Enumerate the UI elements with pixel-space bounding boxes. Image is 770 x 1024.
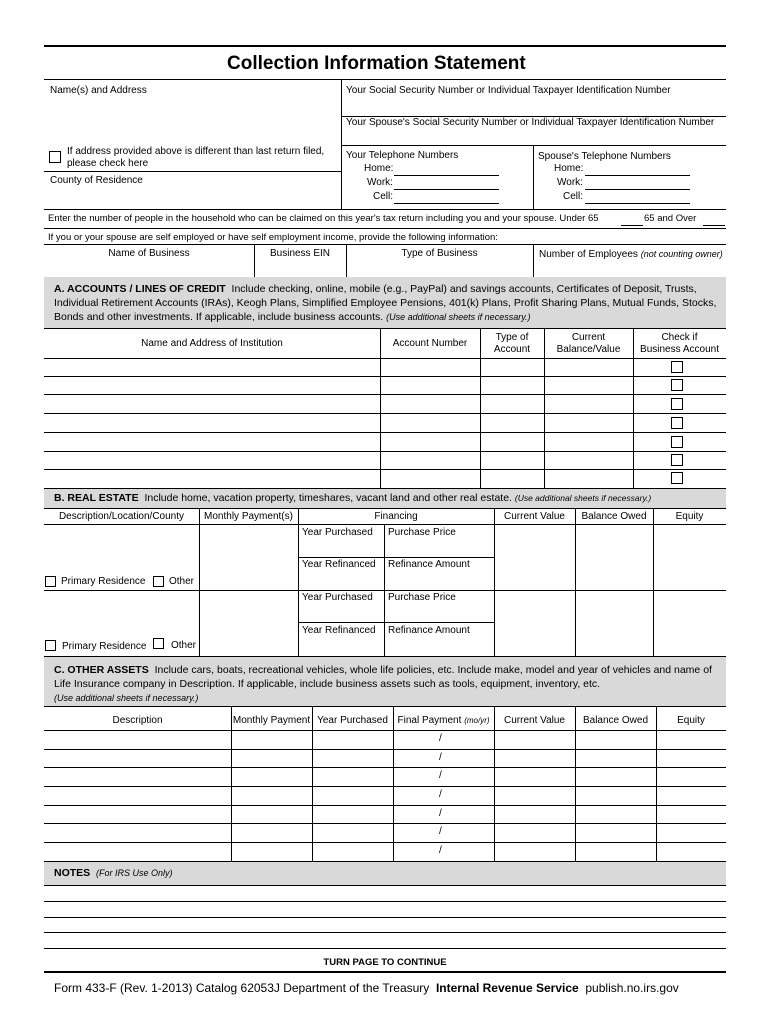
section-c-note: (Use additional sheets if necessary.) <box>54 693 199 703</box>
home-label: Home: <box>364 163 394 174</box>
spouse-ssn-label: Your Spouse's Social Security Number or Individual Taxpayer Identification Number <box>346 117 715 128</box>
year-refinanced-label: Year Refinanced <box>302 559 376 570</box>
final-payment-slash: / <box>439 845 442 856</box>
your-phone-label: Your Telephone Numbers <box>346 150 459 161</box>
names-address-field[interactable] <box>44 100 340 146</box>
section-c-top-rule <box>44 656 726 657</box>
other-label: Other <box>169 576 195 587</box>
a-col-line-4 <box>633 328 634 488</box>
spouse-home-field[interactable] <box>585 175 690 176</box>
business-account-checkbox[interactable] <box>671 361 683 373</box>
section-b-title: B. REAL ESTATE <box>54 492 139 504</box>
primary-residence-checkbox[interactable] <box>45 576 56 587</box>
section-c-title: C. OTHER ASSETS <box>54 664 149 676</box>
biz-col-3 <box>533 244 534 277</box>
a-col-line-1 <box>380 328 381 488</box>
table-row <box>44 842 726 843</box>
c-col-final-note: (mo/yr) <box>464 716 490 725</box>
primary-residence-label: Primary Residence <box>62 641 147 652</box>
section-a-text: Include checking, online, mobile (e.g., PayPal) and savings accounts, Certificates of Deposit, Trusts, Individual Retirement Accounts (IRAs), Keogh Plans, Simplified Employee Pensions, 401(k) Plans, Profit Sharing Plans, Mutual Funds, Stocks, Bonds and other investments. If applicable, include business accounts. <box>54 283 717 323</box>
section-a-top-rule <box>44 328 726 329</box>
notes-header-rule <box>44 885 726 886</box>
refinance-amount-label: Refinance Amount <box>388 625 470 636</box>
year-refinanced-label: Year Refinanced <box>302 625 376 636</box>
section-b-note: (Use additional sheets if necessary.) <box>514 493 652 503</box>
address-diff-text-1: If address provided above is different than last return filed, <box>67 146 325 157</box>
spouse-cell-label: Cell: <box>563 191 584 202</box>
table-row <box>44 823 726 824</box>
under65-field[interactable] <box>621 225 643 226</box>
notes-line[interactable] <box>44 901 726 902</box>
section-a-note: (Use additional sheets if necessary.) <box>386 312 531 322</box>
cell-phone-field[interactable] <box>394 203 499 204</box>
business-account-checkbox[interactable] <box>671 436 683 448</box>
col-check-2: Business Account <box>640 344 719 355</box>
names-address-label: Name(s) and Address <box>50 85 147 96</box>
top-rule <box>44 45 726 47</box>
section-a-title: A. ACCOUNTS / LINES OF CREDIT <box>54 283 226 295</box>
c-col-monthly: Monthly Payment <box>232 715 311 726</box>
table-row <box>44 805 726 806</box>
section-c-header-rule <box>44 706 726 707</box>
section-b-header-rule <box>44 508 726 509</box>
final-payment-slash: / <box>439 789 442 800</box>
cell-label: Cell: <box>373 191 394 202</box>
c-col-final-text: Final Payment <box>397 715 462 726</box>
table-row <box>44 469 726 470</box>
col-balance-2: Balance/Value <box>556 344 621 355</box>
col-type-2: Account <box>493 344 531 355</box>
section-b-header <box>54 491 724 505</box>
footer-form-id: Form 433-F (Rev. 1-2013) Catalog 62053J Department of the Treasury <box>54 981 430 995</box>
footer-site: publish.no.irs.gov <box>585 981 679 995</box>
self-employed-label: If you or your spouse are self employed or have self employment income, provide the following information: <box>48 232 498 243</box>
title-rule <box>44 79 726 80</box>
table-row <box>44 358 726 359</box>
col-type-1: Type of <box>495 332 529 343</box>
spouse-home-label: Home: <box>554 163 584 174</box>
col-balance-1: Current <box>571 332 606 343</box>
other-checkbox[interactable] <box>153 576 164 587</box>
a-col-line-2 <box>480 328 481 488</box>
b-fin-rule <box>298 557 494 558</box>
table-row <box>44 749 726 750</box>
business-account-checkbox[interactable] <box>671 398 683 410</box>
notes-note: (For IRS Use Only) <box>96 868 173 878</box>
business-account-checkbox[interactable] <box>671 379 683 391</box>
b-col-line-5 <box>575 508 576 656</box>
notes-line[interactable] <box>44 932 726 933</box>
c-col-desc: Description <box>112 715 163 726</box>
turn-page-text: TURN PAGE TO CONTINUE <box>323 957 447 968</box>
work-label: Work: <box>367 177 393 188</box>
b-property-rule <box>44 590 726 591</box>
purchase-price-label: Purchase Price <box>388 527 456 538</box>
notes-line[interactable] <box>44 917 726 918</box>
final-payment-slash: / <box>439 770 442 781</box>
section-a-header <box>54 282 719 324</box>
business-account-checkbox[interactable] <box>671 472 683 484</box>
form-title: Collection Information Statement <box>227 53 526 74</box>
county-rule <box>44 171 341 172</box>
b-col-financing: Financing <box>374 511 418 522</box>
section-b-text: Include home, vacation property, timeshares, vacant land and other real estate. <box>144 492 512 504</box>
c-col-final <box>393 715 494 727</box>
phone-divider <box>533 146 534 209</box>
col-check-1: Check if <box>661 332 698 343</box>
business-ein-label: Business EIN <box>269 248 331 259</box>
b-col-line-2 <box>298 508 299 656</box>
ssn-label: Your Social Security Number or Individual Taxpayer Identification Number <box>346 85 671 96</box>
table-row <box>44 767 726 768</box>
col-institution: Name and Address of Institution <box>141 338 283 349</box>
section-c-header <box>54 663 722 705</box>
address-diff-text-2: please check here <box>67 158 149 169</box>
table-row <box>44 432 726 433</box>
notes-top-rule <box>44 861 726 862</box>
footer-rule <box>44 971 726 973</box>
section-b-top-rule <box>44 488 726 489</box>
spouse-cell-field[interactable] <box>585 203 690 204</box>
table-row <box>44 730 726 731</box>
name-of-business-label: Name of Business <box>108 248 190 259</box>
c-col-value: Current Value <box>504 715 565 726</box>
c-col-owed: Balance Owed <box>582 715 649 726</box>
other-label: Other <box>171 640 197 651</box>
b-col-line-6 <box>653 508 654 656</box>
b-col-equity: Equity <box>675 511 704 522</box>
section-c-text: Include cars, boats, recreational vehicles, whole life policies, etc. Include make, model and year of vehicles and name of Life Insurance company in Description. If applicable, include business assets such as tools, equipment, inventory, etc. <box>54 664 712 690</box>
b-fin-rule <box>298 622 494 623</box>
final-payment-slash: / <box>439 733 442 744</box>
b-colhead-rule <box>44 524 726 525</box>
table-row <box>44 451 726 452</box>
table-row <box>44 786 726 787</box>
over65-label: 65 and Over <box>644 213 697 224</box>
b-col-value: Current Value <box>504 511 565 522</box>
table-row <box>44 394 726 395</box>
other-checkbox[interactable] <box>153 638 164 649</box>
final-payment-slash: / <box>439 808 442 819</box>
business-account-checkbox[interactable] <box>671 417 683 429</box>
footer-line <box>54 981 679 995</box>
work-phone-field[interactable] <box>394 189 499 190</box>
notes-line[interactable] <box>44 948 726 949</box>
b-col-line-1 <box>199 508 200 656</box>
primary-residence-label: Primary Residence <box>61 576 146 587</box>
table-row <box>44 413 726 414</box>
c-col-year: Year Purchased <box>317 715 388 726</box>
primary-residence-checkbox[interactable] <box>45 640 56 651</box>
over65-field[interactable] <box>703 225 725 226</box>
household-label: Enter the number of people in the household who can be claimed on this year's tax return including you and your spouse. Under 65 <box>48 213 599 224</box>
notes-header <box>54 867 173 879</box>
b-col-monthly: Monthly Payment(s) <box>204 511 293 522</box>
home-phone-field[interactable] <box>394 175 499 176</box>
num-employees-text: Number of Employees <box>539 249 638 260</box>
spouse-work-field[interactable] <box>585 189 690 190</box>
table-row <box>44 376 726 377</box>
header-bottom-rule <box>44 209 726 210</box>
footer-agency: Internal Revenue Service <box>435 981 579 995</box>
self-employed-rule <box>44 244 726 245</box>
purchase-price-label: Purchase Price <box>388 592 456 603</box>
type-of-business-label: Type of Business <box>401 248 478 259</box>
b-col-owed: Balance Owed <box>581 511 647 522</box>
c-col-equity: Equity <box>677 715 705 726</box>
county-label: County of Residence <box>50 175 143 186</box>
business-account-checkbox[interactable] <box>671 454 683 466</box>
notes-title: NOTES <box>54 867 91 879</box>
address-different-checkbox[interactable] <box>49 151 61 163</box>
col-account-number: Account Number <box>392 338 468 349</box>
year-purchased-label: Year Purchased <box>302 527 373 538</box>
num-employees-note: (not counting owner) <box>640 249 723 259</box>
final-payment-slash: / <box>439 752 442 763</box>
spouse-phone-label: Spouse's Telephone Numbers <box>538 151 671 162</box>
year-purchased-label: Year Purchased <box>302 592 373 603</box>
a-col-line-3 <box>544 328 545 488</box>
spouse-work-label: Work: <box>557 177 583 188</box>
refinance-amount-label: Refinance Amount <box>388 559 470 570</box>
b-col-desc: Description/Location/County <box>58 511 185 522</box>
b-col-line-4 <box>494 508 495 656</box>
household-rule <box>44 228 726 229</box>
num-employees-label <box>539 248 723 261</box>
final-payment-slash: / <box>439 826 442 837</box>
